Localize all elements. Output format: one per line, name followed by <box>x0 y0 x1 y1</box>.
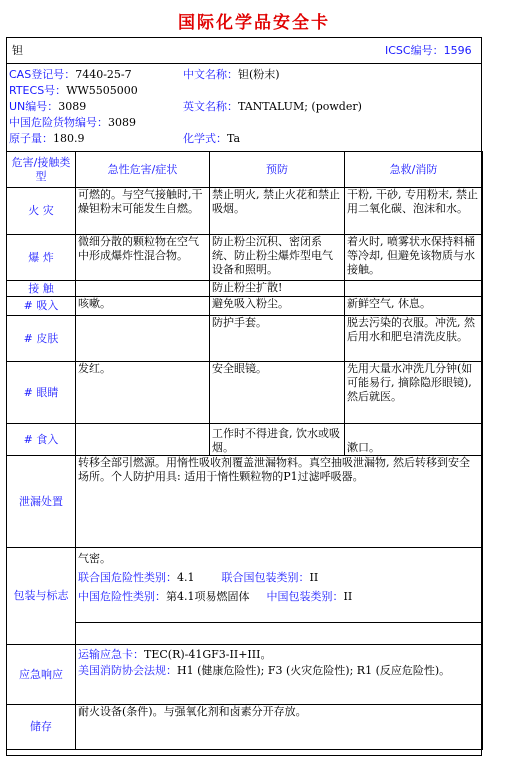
formula-line: 化学式：Ta <box>183 132 241 145</box>
table-row <box>7 424 483 456</box>
hazard-table <box>6 151 483 750</box>
row-label-packaging: 包装与标志 <box>7 548 76 645</box>
table-row <box>7 362 483 424</box>
cell-prevention: 安全眼镜。 <box>210 362 345 424</box>
card-title: 国际化学品安全卡 <box>178 13 330 33</box>
divider <box>76 622 482 623</box>
cell-prevention: 防止粉尘扩散! <box>210 281 345 297</box>
un-class-line: 联合国危险性类别：4.1 联合国包装类别：II <box>78 571 319 584</box>
cell-first-aid: 脱去污染的衣服。冲洗, 然后用水和肥皂清洗皮肤。 <box>345 316 483 362</box>
row-label-explosion: 爆 炸 <box>7 235 76 281</box>
cn-danger-line: 中国危险货物编号：3089 <box>9 116 136 129</box>
row-label-fire: 火 灾 <box>7 188 76 235</box>
spill-row <box>7 456 483 548</box>
divider <box>6 63 482 64</box>
emergency-row <box>7 645 483 705</box>
storage-text: 耐火设备(条件)。与强氧化剂和卤素分开存放。 <box>76 705 483 750</box>
header-type: 危害/接触类型 <box>7 152 76 188</box>
cell-first-aid: 干粉, 干砂, 专用粉末, 禁止用二氧化碳、泡沫和水。 <box>345 188 483 235</box>
row-label-ingestion: # 食入 <box>7 424 76 456</box>
packaging-cell <box>76 548 483 645</box>
row-label-storage: 储存 <box>7 705 76 750</box>
cell-acute: 微细分散的颗粒物在空气中形成爆炸性混合物。 <box>76 235 210 281</box>
chemical-name: 钽 <box>12 44 23 57</box>
cell-prevention: 禁止明火, 禁止火花和禁止吸烟。 <box>210 188 345 235</box>
packaging-row <box>7 548 483 645</box>
table-row <box>7 297 483 316</box>
table-header-row <box>7 152 483 188</box>
table-row <box>7 281 483 297</box>
row-label-emergency: 应急响应 <box>7 645 76 705</box>
cell-acute: 咳嗽。 <box>76 297 210 316</box>
row-label-skin: # 皮肤 <box>7 316 76 362</box>
cell-acute <box>76 424 210 456</box>
emergency-cell <box>76 645 483 705</box>
cell-acute <box>76 316 210 362</box>
en-name-line: 英文名称：TANTALUM; (powder) <box>183 100 362 113</box>
header-first-aid: 急救/消防 <box>345 152 483 188</box>
table-row <box>7 188 483 235</box>
row-label-spill: 泄漏处置 <box>7 456 76 548</box>
nfpa-line: 美国消防协会法规：H1 (健康危险性); F3 (火灾危险性); R1 (反应危险性)。 <box>78 664 451 677</box>
cell-first-aid <box>345 281 483 297</box>
cell-acute <box>76 281 210 297</box>
cell-prevention: 工作时不得进食, 饮水或吸烟。 <box>210 424 345 456</box>
row-label-eyes: # 眼睛 <box>7 362 76 424</box>
cell-prevention: 防护手套。 <box>210 316 345 362</box>
cell-prevention: 避免吸入粉尘。 <box>210 297 345 316</box>
cell-first-aid: 漱口。 <box>345 424 483 456</box>
header-prevention: 预防 <box>210 152 345 188</box>
table-row <box>7 235 483 281</box>
cell-first-aid: 先用大量水冲洗几分钟(如可能易行, 摘除隐形眼镜), 然后就医。 <box>345 362 483 424</box>
storage-row <box>7 705 483 750</box>
cn-class-line: 中国危险性类别：第4.1项易燃固体 中国包装类别：II <box>78 590 353 603</box>
cell-first-aid: 着火时, 喷雾状水保持料桶等冷却, 但避免该物质与水接触。 <box>345 235 483 281</box>
spill-text: 转移全部引燃源。用惰性吸收剂覆盖泄漏物料。真空抽吸泄漏物, 然后转移到安全场所。个人防护用具: 适用于惰性颗粒物的P1过滤呼吸器。 <box>76 456 483 548</box>
un-line: UN编号：3089 <box>9 100 87 113</box>
icsc-number: ICSC编号：1596 <box>385 44 472 57</box>
transport-card-line: 运输应急卡：TEC(R)-41GF3-II+III。 <box>78 648 272 661</box>
mw-line: 原子量：180.9 <box>9 132 85 145</box>
cas-line: CAS登记号：7440-25-7 <box>9 68 132 81</box>
row-label-inhalation: # 吸入 <box>7 297 76 316</box>
header-acute: 急性危害/症状 <box>76 152 210 188</box>
rtecs-line: RTECS号：WW5505000 <box>9 84 138 97</box>
row-label-contact: 接 触 <box>7 281 76 297</box>
cell-first-aid: 新鲜空气, 休息。 <box>345 297 483 316</box>
cell-acute: 发红。 <box>76 362 210 424</box>
packaging-airtight: 气密。 <box>78 552 111 565</box>
table-row <box>7 316 483 362</box>
cell-prevention: 防止粉尘沉积、密闭系统、防止粉尘爆炸型电气设备和照明。 <box>210 235 345 281</box>
cn-name-line: 中文名称：钽(粉末) <box>183 68 280 81</box>
cell-acute: 可燃的。与空气接触时,干燥钽粉末可能发生自燃。 <box>76 188 210 235</box>
